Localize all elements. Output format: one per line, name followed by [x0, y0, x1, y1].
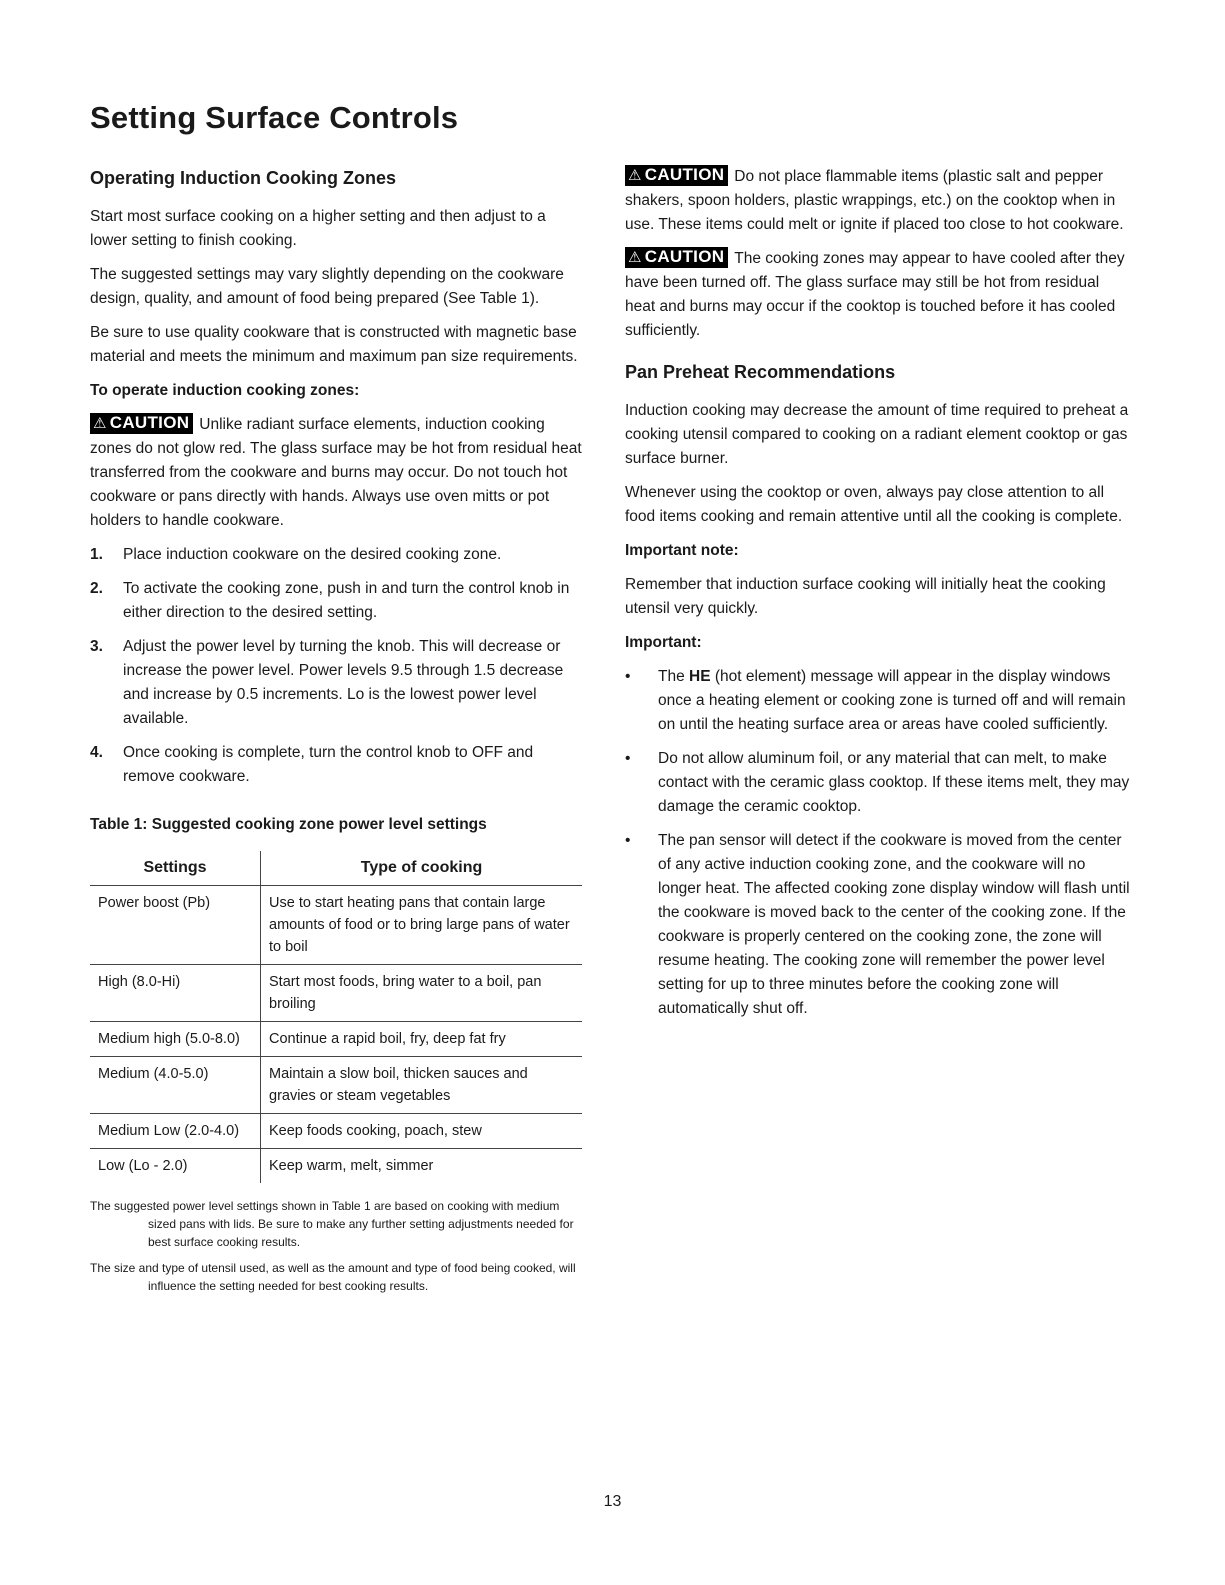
column-header-type: Type of cooking	[261, 851, 583, 886]
section-heading-operating: Operating Induction Cooking Zones	[90, 168, 396, 188]
table-caption: Table 1: Suggested cooking zone power level settings	[90, 816, 487, 833]
caution-paragraph-residual-heat	[625, 247, 1130, 343]
power-level-table	[90, 851, 582, 1183]
step-number: 4.	[90, 744, 103, 761]
bullet-icon: •	[625, 832, 631, 849]
table-row	[90, 886, 582, 965]
caution-badge	[625, 165, 728, 186]
intro-paragraph: Start most surface cooking on a higher setting and then adjust to a lower setting to finish cooking.	[90, 208, 546, 249]
bullet-icon: •	[625, 668, 631, 685]
list-item	[625, 747, 1130, 819]
list-item	[625, 829, 1130, 1021]
step-number: 1.	[90, 546, 103, 563]
caution-badge	[90, 413, 193, 434]
setting-cell: Low (Lo - 2.0)	[90, 1149, 261, 1184]
table-row	[90, 1114, 582, 1149]
table-header-row	[90, 851, 582, 886]
list-item	[90, 741, 585, 789]
warning-triangle-icon: ⚠	[93, 414, 107, 432]
bullet-text: The pan sensor will detect if the cookware is moved from the center of any active induction cooking zone, and the cookware will no longer heat. The affected cooking zone display window will flash until the cookware is moved back to the center of the cooking zone. If the cookware is properly centered on the cooking zone, the zone will resume heating. The cooking zone will remember the power level setting for up to three minutes before the cooking zone will automatically shut off.	[658, 832, 1130, 1017]
warning-triangle-icon: ⚠	[628, 248, 642, 266]
page-number: 13	[603, 1493, 622, 1510]
setting-cell: Power boost (Pb)	[90, 886, 261, 965]
setting-cell: Medium high (5.0-8.0)	[90, 1022, 261, 1057]
table-row	[90, 1022, 582, 1057]
bullet-text: Do not allow aluminum foil, or any material that can melt, to make contact with the ceramic glass cooktop. If these items melt, they may damage the ceramic cooktop.	[658, 750, 1130, 815]
preheat-paragraph: Induction cooking may decrease the amount of time required to preheat a cooking utensil compared to cooking on a radiant element cooktop or gas surface burner.	[625, 402, 1129, 467]
cookware-paragraph: Be sure to use quality cookware that is constructed with magnetic base material and meets the minimum and maximum pan size requirements.	[90, 324, 578, 365]
list-item	[625, 665, 1130, 737]
caution-badge	[625, 247, 728, 268]
attention-paragraph: Whenever using the cooktop or oven, always pay close attention to all food items cooking and remain attentive until all the cooking is complete.	[625, 484, 1123, 525]
important-heading: Important:	[625, 634, 702, 651]
important-note-text: Remember that induction surface cooking will initially heat the cooking utensil very quickly.	[625, 576, 1106, 617]
steps-list	[90, 543, 585, 789]
left-column	[90, 165, 585, 1303]
cooking-type-cell: Start most foods, bring water to a boil, pan broiling	[261, 965, 583, 1022]
important-list	[625, 665, 1130, 1021]
cooking-type-cell: Use to start heating pans that contain large amounts of food or to bring large pans of water to boil	[261, 886, 583, 965]
hot-element-code: HE	[689, 668, 711, 685]
setting-cell: High (8.0-Hi)	[90, 965, 261, 1022]
caution-label: CAUTION	[644, 164, 725, 184]
list-item	[90, 635, 585, 731]
caution-text: Unlike radiant surface elements, induction cooking zones do not glow red. The glass surface may be hot from residual heat transferred from the cookware and burns may occur. Do not touch hot cookware or pans directly with hands. Always use oven mitts or pot holders to handle cookware.	[90, 416, 582, 529]
bullet-text: (hot element) message will appear in the display windows once a heating element or cooking zone is turned off and will remain on until the heating surface area or areas have cooled sufficiently.	[658, 668, 1126, 733]
step-number: 3.	[90, 638, 103, 655]
step-text: To activate the cooking zone, push in and turn the control knob in either direction to the desired setting.	[123, 580, 570, 621]
caution-label: CAUTION	[644, 246, 725, 266]
step-text: Once cooking is complete, turn the control knob to OFF and remove cookware.	[123, 744, 534, 785]
list-item	[90, 577, 585, 625]
setting-cell: Medium (4.0-5.0)	[90, 1057, 261, 1114]
page-title: Setting Surface Controls	[90, 100, 459, 135]
step-text: Place induction cookware on the desired cooking zone.	[123, 546, 502, 563]
cooking-type-cell: Maintain a slow boil, thicken sauces and gravies or steam vegetables	[261, 1057, 583, 1114]
important-note-heading: Important note:	[625, 542, 739, 559]
table-row	[90, 1149, 582, 1184]
table-row	[90, 1057, 582, 1114]
operate-subheading: To operate induction cooking zones:	[90, 382, 360, 399]
table-note: The suggested power level settings shown in Table 1 are based on cooking with medium sized pans with lids. Be sure to make any further setting adjustments needed for best surface cooking results.	[90, 1199, 574, 1249]
caution-label: CAUTION	[109, 412, 190, 432]
warning-triangle-icon: ⚠	[628, 166, 642, 184]
table-notes	[90, 1197, 585, 1295]
cooking-type-cell: Continue a rapid boil, fry, deep fat fry	[261, 1022, 583, 1057]
right-column	[625, 165, 1130, 1031]
cooking-type-cell: Keep warm, melt, simmer	[269, 1158, 434, 1174]
setting-cell: Medium Low (2.0-4.0)	[90, 1114, 261, 1149]
caution-text: Do not place flammable items (plastic salt and pepper shakers, spoon holders, plastic wrappings, etc.) on the cooktop when in use. These items could melt or ignite if placed too close to hot cookware.	[625, 168, 1124, 233]
bullet-icon: •	[625, 750, 631, 767]
table-row	[90, 965, 582, 1022]
caution-paragraph	[90, 413, 585, 533]
list-item	[90, 543, 585, 567]
cooking-type-cell: Keep foods cooking, poach, stew	[261, 1114, 583, 1149]
bullet-text-prefix: The	[658, 668, 690, 685]
column-header-settings: Settings	[90, 851, 261, 886]
caution-paragraph-flammable	[625, 165, 1130, 237]
step-number: 2.	[90, 580, 103, 597]
section-heading-preheat: Pan Preheat Recommendations	[625, 362, 896, 382]
step-text: Adjust the power level by turning the knob. This will decrease or increase the power level. Power levels 9.5 through 1.5 decrease and increase by 0.5 increments. Lo is the lowest power level available.	[123, 638, 564, 727]
caution-text: The cooking zones may appear to have cooled after they have been turned off. The glass surface may still be hot from residual heat and burns may occur if the cooktop is touched before it has cooled sufficiently.	[625, 250, 1125, 339]
settings-paragraph: The suggested settings may vary slightly depending on the cookware design, quality, and amount of food being prepared (See Table 1).	[90, 266, 564, 307]
table-note: The size and type of utensil used, as well as the amount and type of food being cooked, will influence the setting needed for best cooking results.	[90, 1261, 576, 1293]
